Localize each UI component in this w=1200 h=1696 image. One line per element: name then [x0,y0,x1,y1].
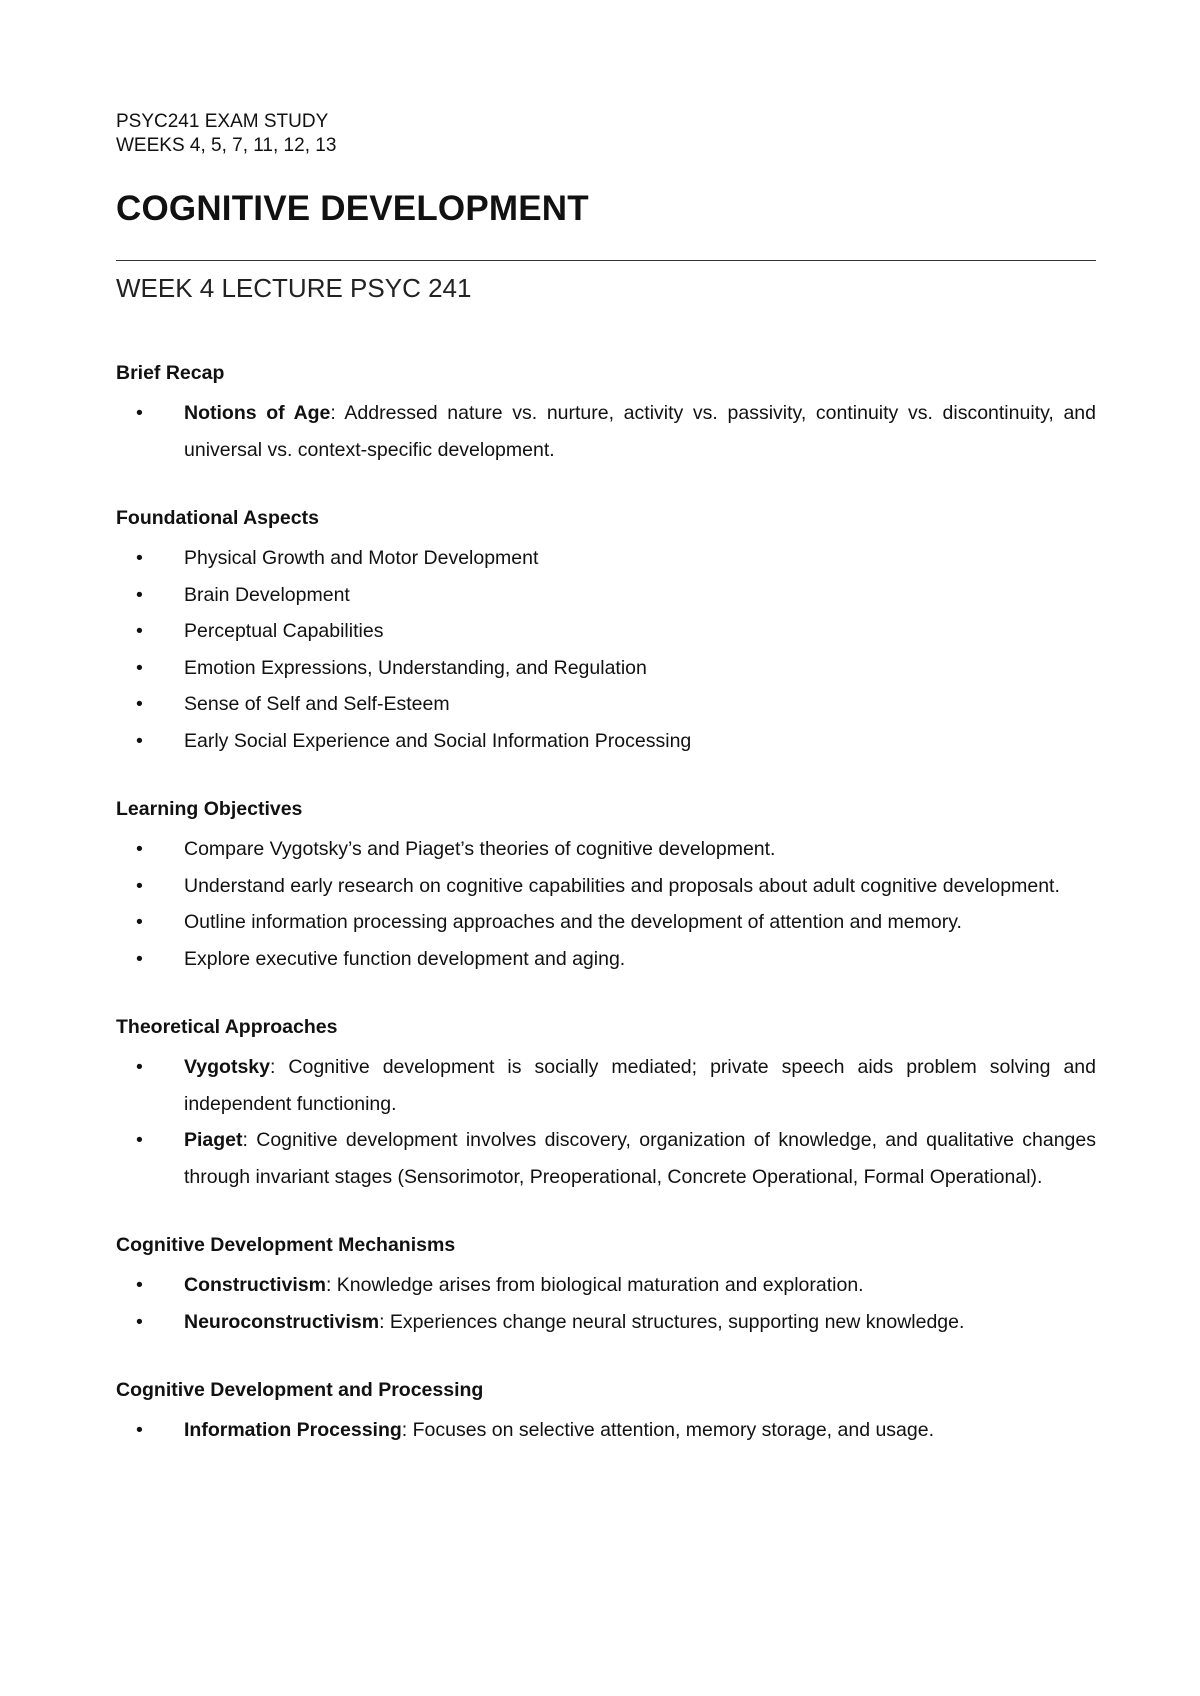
list-item: • Perceptual Capabilities [116,613,1096,650]
bullet-list [116,395,1096,468]
section-processing [116,1376,1096,1449]
list-item: • Understand early research on cognitive capabilities and proposals about adult cognitive development. [116,868,1096,905]
item-text: : Knowledge arises from biological maturation and exploration. [325,1274,864,1296]
bullet-list [116,831,1096,977]
item-term: Vygotsky [184,1056,270,1078]
list-item: • Explore executive function development and aging. [116,941,1096,978]
list-item: • Sense of Self and Self-Esteem [116,686,1096,723]
bullet-list [116,1049,1096,1195]
item-text: : Focuses on selective attention, memory storage, and usage. [401,1419,935,1441]
week-heading: WEEK 4 LECTURE PSYC 241 [116,273,472,303]
list-item: • Emotion Expressions, Understanding, and Regulation [116,650,1096,687]
list-item: • Physical Growth and Motor Development [116,540,1096,577]
bullet-list [116,1412,1096,1449]
section-mechanisms [116,1231,1096,1340]
document-title: COGNITIVE DEVELOPMENT [116,189,589,228]
bullet-list [116,540,1096,759]
list-item [116,395,1096,468]
section-title: Learning Objectives [116,798,303,820]
item-text: : Cognitive development is socially mediated; private speech aids problem solving and independent functioning. [184,1056,1096,1115]
list-item [116,1049,1096,1122]
item-term: Information Processing [184,1419,402,1441]
bullet-list [116,1267,1096,1340]
item-term: Neuroconstructivism [184,1310,380,1333]
section-title: Theoretical Approaches [116,1016,338,1038]
item-term: Constructivism [184,1274,326,1296]
list-item [116,1122,1096,1195]
title-divider [116,260,1096,261]
section-title: Cognitive Development and Processing [116,1379,484,1401]
list-item [116,1267,1096,1304]
list-item: • Outline information processing approaches and the development of attention and memory. [116,904,1096,941]
section-title: Foundational Aspects [116,507,319,529]
item-term: Piaget [184,1129,243,1151]
weeks-line: WEEKS 4, 5, 7, 11, 12, 13 [116,135,337,156]
list-item [116,1412,1096,1449]
list-item [116,1304,1096,1341]
item-text: : Addressed nature vs. nurture, activity vs. passivity, continuity vs. discontinuity, and universal vs. context-specific development. [184,402,1096,461]
item-term: Notions of Age [184,402,331,424]
section-brief-recap [116,359,1096,468]
section-learning-objectives [116,795,1096,977]
item-text: : Cognitive development involves discovery, organization of knowledge, and qualitative changes through invariant stages (Sensorimotor, Preoperational, Concrete Operational, Formal Operational). [184,1129,1096,1188]
section-foundational-aspects [116,504,1096,759]
item-text: : Experiences change neural structures, supporting new knowledge. [379,1310,965,1333]
document-page [116,110,1096,1449]
list-item: • Compare Vygotsky’s and Piaget’s theories of cognitive development. [116,831,1096,868]
section-title: Cognitive Development Mechanisms [116,1234,456,1256]
section-theoretical-approaches [116,1013,1096,1195]
course-line: PSYC241 EXAM STUDY [116,111,329,132]
list-item: • Early Social Experience and Social Information Processing [116,723,1096,760]
section-title: Brief Recap [116,362,225,384]
list-item: • Brain Development [116,577,1096,614]
